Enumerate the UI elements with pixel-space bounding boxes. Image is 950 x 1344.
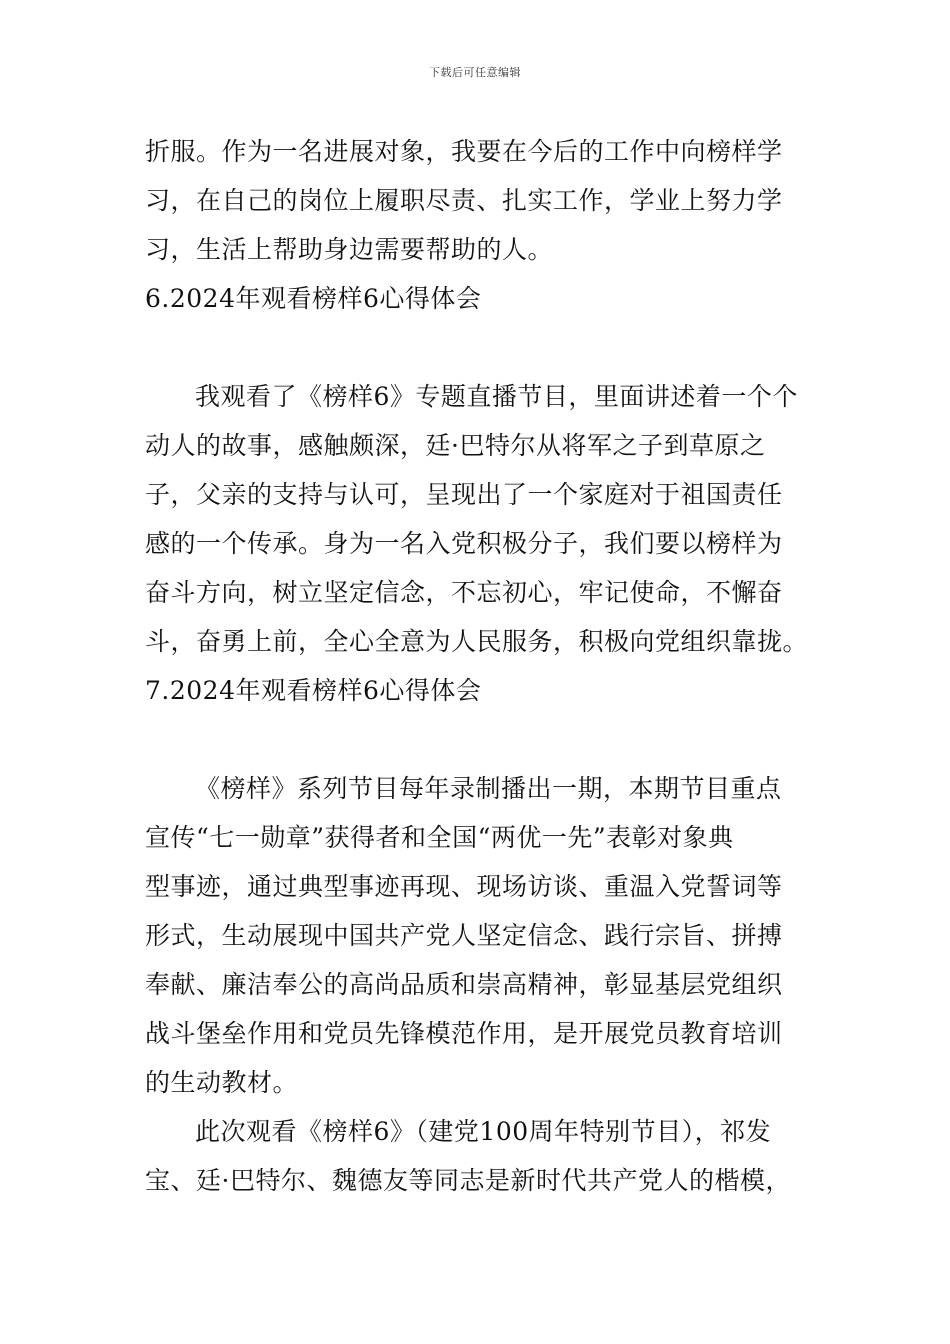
text-line: 我观看了《榜样6》专题直播节目，里面讲述着一个个	[195, 382, 798, 411]
spacer	[145, 323, 813, 372]
text-line: 宝、廷·巴特尔、魏德友等同志是新时代共产党人的楷模，	[145, 1166, 791, 1195]
text-line: 斗，奋勇上前，全心全意为人民服务，积极向党组织靠拢。	[145, 627, 809, 656]
text-line: 宣传“七一勋章”获得者和全国“两优一先”表彰对象典	[145, 823, 734, 852]
document-body	[145, 127, 813, 1205]
text-line: 子，父亲的支持与认可，呈现出了一个家庭对于祖国责任	[145, 480, 783, 509]
text-line: 此次观看《榜样6》（建党100周年特别节目），祁发	[195, 1117, 772, 1146]
text-line: 奋斗方向，树立坚定信念，不忘初心，牢记使命，不懈奋	[145, 578, 783, 607]
text-line: 《榜样》系列节目每年录制播出一期，本期节目重点	[195, 774, 782, 803]
section-heading: 6.2024年观看榜样6心得体会	[145, 284, 482, 313]
section-heading: 7.2024年观看榜样6心得体会	[145, 676, 482, 705]
text-line: 习，在自己的岗位上履职尽责、扎实工作，学业上努力学	[145, 186, 783, 215]
text-line: 动人的故事，感触颇深，廷·巴特尔从将军之子到草原之	[145, 431, 766, 460]
text-line: 的生动教材。	[145, 1068, 299, 1097]
text-line: 形式，生动展现中国共产党人坚定信念、践行宗旨、拼搏	[145, 921, 783, 950]
page-header: 下载后可任意编辑	[429, 66, 521, 79]
text-line: 型事迹，通过典型事迹再现、现场访谈、重温入党誓词等	[145, 872, 783, 901]
text-line: 感的一个传承。身为一名入党积极分子，我们要以榜样为	[145, 529, 783, 558]
text-line: 奉献、廉洁奉公的高尚品质和崇高精神，彰显基层党组织	[145, 970, 783, 999]
text-line: 习，生活上帮助身边需要帮助的人。	[145, 235, 554, 264]
text-line: 折服。作为一名进展对象，我要在今后的工作中向榜样学	[145, 137, 783, 166]
spacer	[145, 715, 813, 764]
text-line: 战斗堡垒作用和党员先锋模范作用，是开展党员教育培训	[145, 1019, 783, 1048]
